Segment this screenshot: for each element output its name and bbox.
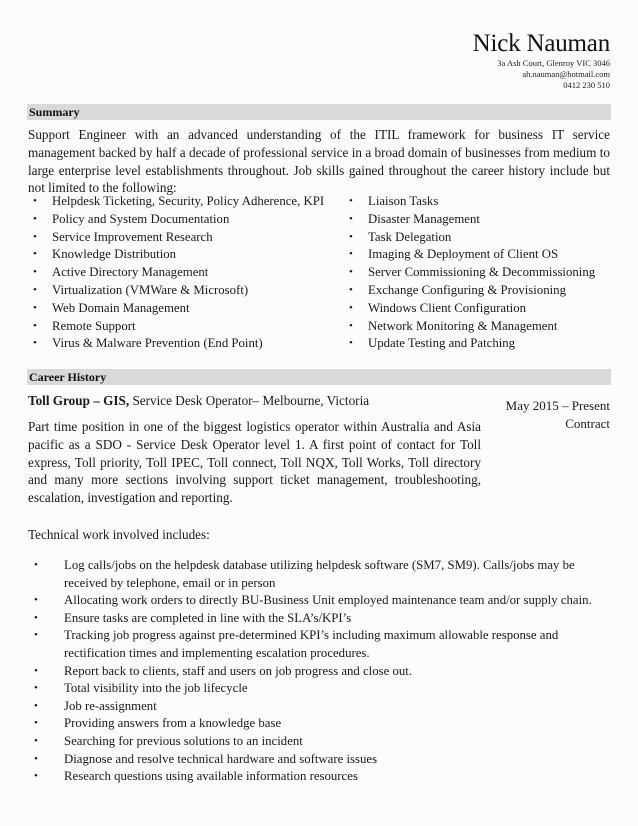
skill-item: • Active Directory Management (28, 264, 324, 282)
address: 3a Ash Court, Glenroy VIC 3046 (497, 58, 610, 68)
job-dates: May 2015 – Present (505, 398, 610, 413)
bullet-icon: • (34, 699, 38, 712)
summary-heading: Summary (27, 104, 611, 120)
bullet-icon: • (34, 770, 38, 783)
bullet-icon: • (34, 611, 38, 624)
task-item: • Diagnose and resolve technical hardware and software issues (28, 751, 613, 769)
candidate-name: Nick Nauman (472, 30, 610, 57)
task-item: • Ensure tasks are completed in line with the SLA’s/KPI’s (28, 610, 613, 628)
summary-text: Support Engineer with an advanced understanding of the ITIL framework for business IT service management backed by half a decade of professional service in a broad domain of businesses from medium to large enterprise level establishments throughout. Job skills gained throughout the career history include but not limited to the following: (28, 127, 610, 196)
skill-item: • Web Domain Management (28, 300, 324, 318)
skill-item: • Disaster Management (344, 211, 595, 229)
skill-item: • Task Delegation (344, 229, 595, 247)
bullet-icon: • (33, 319, 37, 332)
skill-item: • Knowledge Distribution (28, 246, 324, 264)
skill-item: • Windows Client Configuration (344, 300, 595, 318)
bullet-icon: • (349, 266, 353, 279)
skill-item: • Service Improvement Research (28, 229, 324, 247)
job-type: Contract (565, 415, 610, 431)
job-description: Part time position in one of the biggest logistics operator within Australia and Asia pacific as a SDO - Service Desk Operator level 1. A first point of contact for Toll express, Toll priority, Toll IPEC, Toll connect, Toll NQX, Toll Works, Toll directory and many more sections involving support ticket management, troubleshooting, escalation, investigation and reporting. (28, 419, 481, 506)
task-item: • Report back to clients, staff and users on job progress and close out. (28, 663, 613, 681)
skill-item: • Virus & Malware Prevention (End Point) (28, 335, 324, 353)
bullet-icon: • (349, 248, 353, 261)
skill-item: • Exchange Configuring & Provisioning (344, 282, 595, 300)
skill-item: • Liaison Tasks (344, 193, 595, 211)
bullet-icon: • (34, 664, 38, 677)
company-name: Toll Group – GIS, (28, 393, 130, 408)
task-item: • Allocating work orders to directly BU-Business Unit employed maintenance team and/or supply chain. (28, 592, 613, 610)
task-item: • Tracking job progress against pre-determined KPI’s including maximum allowable response and rectification times and implementing escalation procedures. (34, 628, 559, 660)
bullet-icon: • (349, 301, 353, 314)
task-item: • Log calls/jobs on the helpdesk database utilizing helpdesk software (SM7, SM9). Calls/jobs may be received by telephone, email or in person (34, 558, 575, 590)
bullet-icon: • (33, 248, 37, 261)
bullet-icon: • (34, 682, 38, 695)
bullet-icon: • (33, 283, 37, 296)
bullet-icon: • (33, 230, 37, 243)
skill-item: • Server Commissioning & Decommissioning (344, 264, 595, 282)
skill-item: • Policy and System Documentation (28, 211, 324, 229)
bullet-icon: • (34, 594, 38, 607)
skill-item: • Helpdesk Ticketing, Security, Policy Adherence, KPI (28, 193, 324, 211)
job-meta (506, 397, 610, 432)
bullet-icon: • (34, 717, 38, 730)
skills-list-left (28, 193, 324, 353)
bullet-icon: • (34, 752, 38, 765)
skill-item: • Update Testing and Patching (344, 335, 595, 353)
bullet-icon: • (33, 301, 37, 314)
task-item: • Research questions using available information resources (28, 768, 613, 786)
bullet-icon: • (349, 212, 353, 225)
skill-item: • Imaging & Deployment of Client OS (344, 246, 595, 264)
bullet-icon: • (34, 734, 38, 747)
task-item: • Job re-assignment (28, 698, 613, 716)
bullet-icon: • (349, 319, 353, 332)
bullet-icon: • (34, 629, 38, 642)
technical-work-heading: Technical work involved includes: (28, 527, 210, 542)
skill-item: • Virtualization (VMWare & Microsoft) (28, 282, 324, 300)
email: ah.nauman@hotmail.com (522, 69, 610, 79)
bullet-icon: • (33, 212, 37, 225)
skill-item: • Remote Support (28, 318, 324, 336)
job-role: Service Desk Operator– Melbourne, Victoria (129, 393, 370, 408)
bullet-icon: • (34, 559, 38, 571)
task-item: • Total visibility into the job lifecycle (28, 680, 613, 698)
bullet-icon: • (349, 283, 353, 296)
bullet-icon: • (33, 266, 37, 279)
bullet-icon: • (349, 195, 353, 207)
bullet-icon: • (33, 195, 37, 207)
phone: 0412 230 510 (563, 80, 610, 90)
job-title (28, 392, 369, 409)
skills-list-right (344, 193, 595, 353)
bullet-icon: • (33, 337, 37, 350)
resume-header (473, 30, 610, 91)
bullet-icon: • (349, 230, 353, 243)
skill-item: • Network Monitoring & Management (344, 318, 595, 336)
bullet-icon: • (349, 337, 353, 350)
career-history-heading: Career History (27, 369, 611, 385)
task-item: • Searching for previous solutions to an incident (28, 733, 613, 751)
task-item: • Providing answers from a knowledge base (28, 715, 613, 733)
task-list (28, 557, 613, 786)
